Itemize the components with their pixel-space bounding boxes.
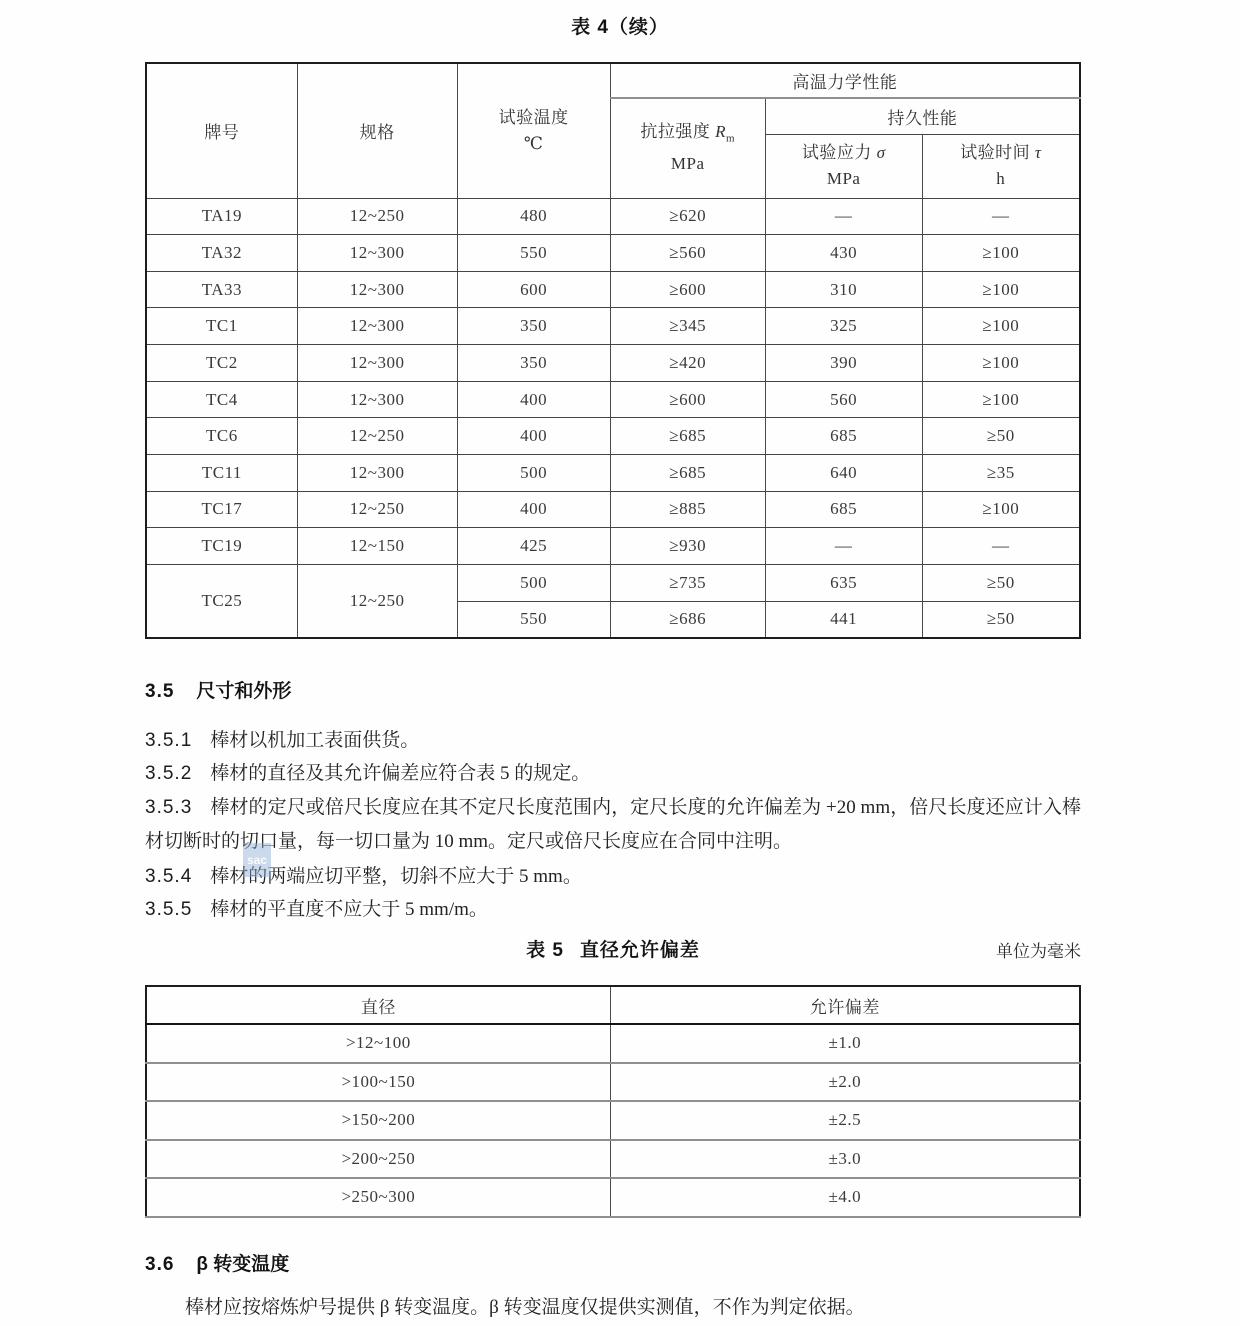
cell-tensile: ≥685	[610, 418, 765, 455]
cell-stress: 325	[765, 308, 922, 345]
stress-label: 试验应力 σ	[801, 143, 886, 162]
table5-header-row	[146, 986, 1080, 1024]
table4-mechanical-properties	[145, 62, 1081, 639]
cell-temp: 400	[457, 381, 610, 418]
col-header-tensile	[610, 98, 765, 198]
table4-row-tc4	[146, 381, 1080, 418]
clause-text: 棒材以机加工表面供货。	[210, 730, 420, 751]
col-header-time	[922, 134, 1080, 198]
symbol-sigma: σ	[876, 143, 886, 162]
cell-tensile: ≥600	[610, 381, 765, 418]
table5-row	[146, 1178, 1080, 1217]
table5-row	[146, 1024, 1080, 1063]
cell-tensile: ≥685	[610, 454, 765, 491]
cell-grade: TC11	[146, 454, 297, 491]
cell-diameter: >150~200	[146, 1101, 610, 1140]
cell-grade: TC19	[146, 528, 297, 565]
cell-spec: 12~250	[297, 418, 457, 455]
cell-spec: 12~300	[297, 381, 457, 418]
cell-grade: TA32	[146, 235, 297, 272]
clause-3-5-2	[145, 757, 1081, 791]
table5-row	[146, 1140, 1080, 1179]
cell-deviation: ±1.0	[610, 1024, 1080, 1063]
cell-grade: TA19	[146, 198, 297, 235]
cell-stress: 685	[765, 418, 922, 455]
cell-time: ≥50	[922, 418, 1080, 455]
cell-tensile: ≥560	[610, 235, 765, 272]
cell-time: ≥100	[922, 345, 1080, 382]
table4-row-tc19	[146, 528, 1080, 565]
table4-row-ta19	[146, 198, 1080, 235]
cell-spec: 12~250	[297, 564, 457, 637]
cell-diameter: >12~100	[146, 1024, 610, 1063]
cell-temp: 480	[457, 198, 610, 235]
cell-diameter: >100~150	[146, 1063, 610, 1102]
cell-temp: 550	[457, 601, 610, 638]
watermark: sac	[243, 843, 271, 877]
cell-deviation: ±2.0	[610, 1063, 1080, 1102]
clause-number: 3.5.4	[145, 866, 193, 887]
clause-number: 3.5.5	[145, 899, 193, 920]
cell-time: ≥50	[922, 564, 1080, 601]
table4-row-tc2	[146, 345, 1080, 382]
cell-diameter: >200~250	[146, 1140, 610, 1179]
table4-row-tc1	[146, 308, 1080, 345]
symbol-Rm: R	[715, 122, 726, 142]
cell-time: ≥35	[922, 454, 1080, 491]
cell-grade: TC25	[146, 564, 297, 637]
cell-spec: 12~250	[297, 491, 457, 528]
section-3-6-heading	[145, 1249, 289, 1276]
cell-temp: 400	[457, 418, 610, 455]
col-header-spec: 规格	[297, 63, 457, 198]
cell-deviation: ±3.0	[610, 1140, 1080, 1179]
table4-row-tc25-a	[146, 564, 1080, 601]
col-header-stress	[765, 134, 922, 198]
cell-spec: 12~300	[297, 454, 457, 491]
cell-grade: TC2	[146, 345, 297, 382]
cell-deviation: ±4.0	[610, 1178, 1080, 1217]
table4-row-ta33	[146, 271, 1080, 308]
table5-caption-label: 表 5	[526, 940, 564, 961]
cell-grade: TA33	[146, 271, 297, 308]
table5-row	[146, 1101, 1080, 1140]
table4-row-ta32	[146, 235, 1080, 272]
cell-stress: 441	[765, 601, 922, 638]
table4-row-tc17	[146, 491, 1080, 528]
table5-row	[146, 1063, 1080, 1102]
cell-time: ≥100	[922, 271, 1080, 308]
cell-spec: 12~300	[297, 271, 457, 308]
cell-temp: 500	[457, 564, 610, 601]
cell-temp: 600	[457, 271, 610, 308]
col-group-high-temp: 高温力学性能	[610, 63, 1080, 98]
time-unit: h	[996, 169, 1006, 188]
cell-stress: —	[765, 198, 922, 235]
table4-caption: 表 4（续）	[571, 17, 669, 38]
cell-tensile: ≥885	[610, 491, 765, 528]
col-header-test-temp	[457, 63, 610, 198]
section-title: β 转变温度	[196, 1254, 290, 1275]
table5-diameter-deviation	[145, 985, 1081, 1218]
clause-3-5-1	[145, 724, 1081, 758]
clause-number: 3.5.3	[145, 797, 193, 818]
cell-deviation: ±2.5	[610, 1101, 1080, 1140]
cell-tensile: ≥345	[610, 308, 765, 345]
time-label: 试验时间 τ	[960, 143, 1042, 162]
cell-tensile: ≥620	[610, 198, 765, 235]
cell-temp: 425	[457, 528, 610, 565]
clause-number: 3.5.2	[145, 763, 193, 784]
clause-3-5-5	[145, 893, 1081, 927]
cell-stress: 560	[765, 381, 922, 418]
cell-grade: TC6	[146, 418, 297, 455]
clause-text: 棒材的定尺或倍尺长度应在其不定尺长度范围内，定尺长度的允许偏差为 +20 mm，倍尺长度还应计入棒材切断时的切口量，每一切口量为 10 mm。定尺或倍尺长度应在合同中注明。	[145, 797, 1081, 852]
test-temp-unit: ℃	[523, 133, 544, 153]
cell-temp: 550	[457, 235, 610, 272]
cell-spec: 12~300	[297, 308, 457, 345]
table4-header-row-1	[146, 63, 1080, 98]
cell-grade: TC1	[146, 308, 297, 345]
cell-stress: 640	[765, 454, 922, 491]
col-header-deviation: 允许偏差	[610, 986, 1080, 1024]
cell-time: —	[922, 528, 1080, 565]
stress-unit: MPa	[826, 169, 861, 188]
section-3-5-heading	[145, 676, 291, 703]
clause-text: 棒材的两端应切平整，切斜不应大于 5 mm。	[210, 866, 582, 887]
section-number: 3.5	[145, 681, 175, 702]
col-header-grade: 牌号	[146, 63, 297, 198]
cell-time: —	[922, 198, 1080, 235]
clause-3-6-text: 棒材应按熔炼炉号提供 β 转变温度。β 转变温度仅提供实测值，不作为判定依据。	[185, 1297, 865, 1318]
cell-stress: —	[765, 528, 922, 565]
symbol-tau: τ	[1034, 143, 1042, 162]
cell-temp: 500	[457, 454, 610, 491]
cell-temp: 350	[457, 345, 610, 382]
test-temp-label: 试验温度	[498, 107, 569, 127]
cell-spec: 12~150	[297, 528, 457, 565]
table4-row-tc11	[146, 454, 1080, 491]
cell-tensile: ≥420	[610, 345, 765, 382]
cell-time: ≥100	[922, 491, 1080, 528]
cell-tensile: ≥686	[610, 601, 765, 638]
cell-spec: 12~300	[297, 345, 457, 382]
clause-text: 棒材的平直度不应大于 5 mm/m。	[210, 899, 488, 920]
cell-diameter: >250~300	[146, 1178, 610, 1217]
cell-stress: 310	[765, 271, 922, 308]
table5-caption-title: 直径允许偏差	[579, 940, 700, 961]
col-group-endurance: 持久性能	[765, 98, 1080, 134]
clause-3-5-3	[145, 791, 1081, 859]
cell-stress: 635	[765, 564, 922, 601]
cell-time: ≥50	[922, 601, 1080, 638]
clause-3-5-4	[145, 860, 1081, 894]
section-title: 尺寸和外形	[196, 681, 292, 702]
tensile-label: 抗拉强度 $R_m$	[640, 122, 736, 145]
clause-number: 3.5.1	[145, 730, 193, 751]
cell-time: ≥100	[922, 235, 1080, 272]
table5-caption-row	[145, 935, 1081, 959]
section-number: 3.6	[145, 1254, 175, 1275]
cell-stress: 390	[765, 345, 922, 382]
cell-tensile: ≥735	[610, 564, 765, 601]
unit-note: 单位为毫米	[996, 942, 1081, 961]
cell-tensile: ≥930	[610, 528, 765, 565]
col-header-diameter: 直径	[146, 986, 610, 1024]
cell-spec: 12~250	[297, 198, 457, 235]
cell-time: ≥100	[922, 308, 1080, 345]
cell-stress: 685	[765, 491, 922, 528]
cell-stress: 430	[765, 235, 922, 272]
cell-spec: 12~300	[297, 235, 457, 272]
cell-tensile: ≥600	[610, 271, 765, 308]
cell-time: ≥100	[922, 381, 1080, 418]
table4-row-tc6	[146, 418, 1080, 455]
clause-text: 棒材的直径及其允许偏差应符合表 5 的规定。	[210, 763, 591, 784]
cell-temp: 350	[457, 308, 610, 345]
cell-grade: TC17	[146, 491, 297, 528]
table5-caption	[145, 935, 1081, 962]
cell-temp: 400	[457, 491, 610, 528]
tensile-unit: MPa	[670, 154, 705, 174]
cell-grade: TC4	[146, 381, 297, 418]
